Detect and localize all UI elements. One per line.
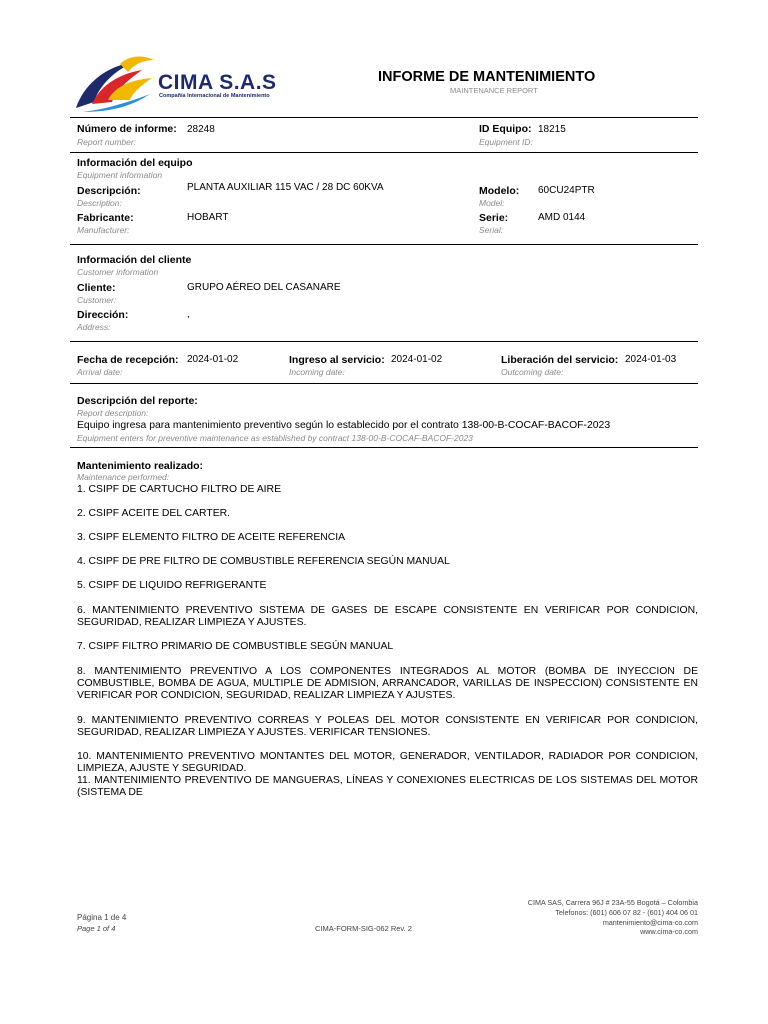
- divider: [70, 244, 698, 245]
- page-number: Página 1 de 4: [77, 913, 127, 922]
- address-value: ,: [187, 309, 190, 320]
- maintenance-title: Mantenimiento realizado:: [77, 460, 204, 472]
- divider: [70, 341, 698, 342]
- equipment-id-label: ID Equipo:: [479, 123, 532, 135]
- divider: [70, 383, 698, 384]
- model-label: Modelo:: [479, 185, 520, 197]
- equipment-section-title: Información del equipo: [77, 157, 193, 169]
- address-sublabel: Address:: [77, 322, 111, 332]
- arrival-date-label: Fecha de recepción:: [77, 354, 179, 366]
- company-contact: [480, 898, 698, 937]
- company-email[interactable]: mantenimiento@cima-co.com: [602, 917, 698, 927]
- maintenance-item: 11. MANTENIMIENTO PREVENTIVO DE MANGUERAS, LÍNEAS Y CONEXIONES ELECTRICAS DE LOS SISTEMAS DEL MOTOR (SISTEMA DE: [77, 775, 698, 798]
- serial-sublabel: Serial:: [479, 225, 504, 235]
- maintenance-item: 3. CSIPF ELEMENTO FILTRO DE ACEITE REFERENCIA: [77, 532, 346, 543]
- arrival-date-sublabel: Arrival date:: [77, 367, 123, 377]
- document-title: INFORME DE MANTENIMIENTO: [378, 69, 596, 85]
- maintenance-item: 10. MANTENIMIENTO PREVENTIVO MONTANTES DEL MOTOR, GENERADOR, VENTILADOR, RADIADOR POR CONDICION, LIMPIEZA, AJUSTE Y SEGURIDAD.: [77, 751, 698, 774]
- maintenance-item: 7. CSIPF FILTRO PRIMARIO DE COMBUSTIBLE SEGÚN MANUAL: [77, 641, 394, 652]
- manufacturer-label: Fabricante:: [77, 212, 134, 224]
- description-sublabel: Description:: [77, 198, 122, 208]
- maintenance-item: 1. CSIPF DE CARTUCHO FILTRO DE AIRE: [77, 484, 281, 495]
- report-description-title: Descripción del reporte:: [77, 395, 198, 407]
- customer-section-sublabel: Customer information: [77, 267, 159, 277]
- form-code: CIMA-FORM-SIG-062 Rev. 2: [315, 924, 412, 933]
- address-label: Dirección:: [77, 309, 129, 321]
- company-website[interactable]: www.cima-co.com: [640, 927, 698, 937]
- equipment-section-sublabel: Equipment information: [77, 170, 163, 180]
- arrival-date-value: 2024-01-02: [187, 354, 239, 365]
- report-number-value: 28248: [187, 124, 215, 135]
- maintenance-item: 2. CSIPF ACEITE DEL CARTER.: [77, 508, 231, 519]
- maintenance-item: 8. MANTENIMIENTO PREVENTIVO A LOS COMPONENTES INTEGRADOS AL MOTOR (BOMBA DE INYECCION DE COMBUSTIBLE, BOMBA DE AGUA, MULTIPLE DE ADMISION, ARRANCADOR, VARILLAS DE INSPECCION) CONSISTENTE EN VERIFICAR POR CONDICION, SEGURIDAD, REALIZAR LIMPIEZA Y AJUSTES.: [77, 666, 698, 701]
- maintenance-sublabel: Maintenance performed:: [77, 472, 170, 482]
- incoming-date-label: Ingreso al servicio:: [289, 354, 385, 366]
- equipment-id-sublabel: Equipment ID:: [479, 137, 533, 147]
- report-number-sublabel: Report number:: [77, 137, 137, 147]
- logo-subtitle: Compañía Internacional de Mantenimiento: [159, 93, 270, 99]
- report-description-sublabel: Report description:: [77, 408, 149, 418]
- manufacturer-value: HOBART: [187, 212, 229, 223]
- manufacturer-sublabel: Manufacturer:: [77, 225, 130, 235]
- company-address: CIMA SAS, Carrera 96J # 23A-55 Bogotá – Colombia: [527, 898, 698, 907]
- equipment-id-value: 18215: [538, 124, 566, 135]
- outcoming-date-value: 2024-01-03: [625, 354, 677, 365]
- maintenance-item: 9. MANTENIMIENTO PREVENTIVO CORREAS Y POLEAS DEL MOTOR CONSISTENTE EN VERIFICAR POR CONDICION, SEGURIDAD, REALIZAR LIMPIEZA Y AJUSTES. VERIFICAR TENSIONES.: [77, 715, 698, 738]
- maintenance-item: 4. CSIPF DE PRE FILTRO DE COMBUSTIBLE REFERENCIA SEGÚN MANUAL: [77, 556, 450, 567]
- customer-section-title: Información del cliente: [77, 254, 192, 266]
- outcoming-date-label: Liberación del servicio:: [501, 354, 619, 366]
- model-sublabel: Model:: [479, 198, 505, 208]
- document-subtitle: MAINTENANCE REPORT: [450, 86, 538, 95]
- incoming-date-value: 2024-01-02: [391, 354, 443, 365]
- serial-label: Serie:: [479, 212, 509, 224]
- maintenance-item: 5. CSIPF DE LIQUIDO REFRIGERANTE: [77, 580, 267, 591]
- divider: [70, 117, 698, 118]
- company-phones: Telefonos: (601) 606 07 82 - (601) 404 06 01: [555, 907, 698, 917]
- customer-label: Cliente:: [77, 282, 116, 294]
- maintenance-item: 6. MANTENIMIENTO PREVENTIVO SISTEMA DE GASES DE ESCAPE CONSISTENTE EN VERIFICAR POR CONDICION, SEGURIDAD, REALIZAR LIMPIEZA Y AJUSTES.: [77, 605, 698, 628]
- report-description-text-en: Equipment enters for preventive maintenance as established by contract 138-00-B-COCAF-BACOF-2023: [77, 433, 473, 443]
- divider: [70, 152, 698, 153]
- model-value: 60CU24PTR: [538, 185, 595, 196]
- incoming-date-sublabel: Incoming date:: [289, 367, 345, 377]
- description-label: Descripción:: [77, 185, 141, 197]
- divider: [70, 447, 698, 448]
- logo-swirl-icon: [72, 54, 164, 114]
- customer-value: GRUPO AÉREO DEL CASANARE: [187, 282, 341, 293]
- customer-sublabel: Customer:: [77, 295, 117, 305]
- logo-name: CIMA S.A.S: [158, 71, 277, 94]
- page-number-en: Page 1 of 4: [77, 924, 116, 933]
- report-description-text: Equipo ingresa para mantenimiento preventivo según lo establecido por el contrato 138-00-B-COCAF-BACOF-2023: [77, 420, 611, 431]
- report-number-label: Número de informe:: [77, 123, 177, 135]
- outcoming-date-sublabel: Outcoming date:: [501, 367, 564, 377]
- serial-value: AMD 0144: [538, 212, 586, 223]
- description-value: PLANTA AUXILIAR 115 VAC / 28 DC 60KVA: [187, 182, 384, 193]
- company-logo: [72, 54, 312, 114]
